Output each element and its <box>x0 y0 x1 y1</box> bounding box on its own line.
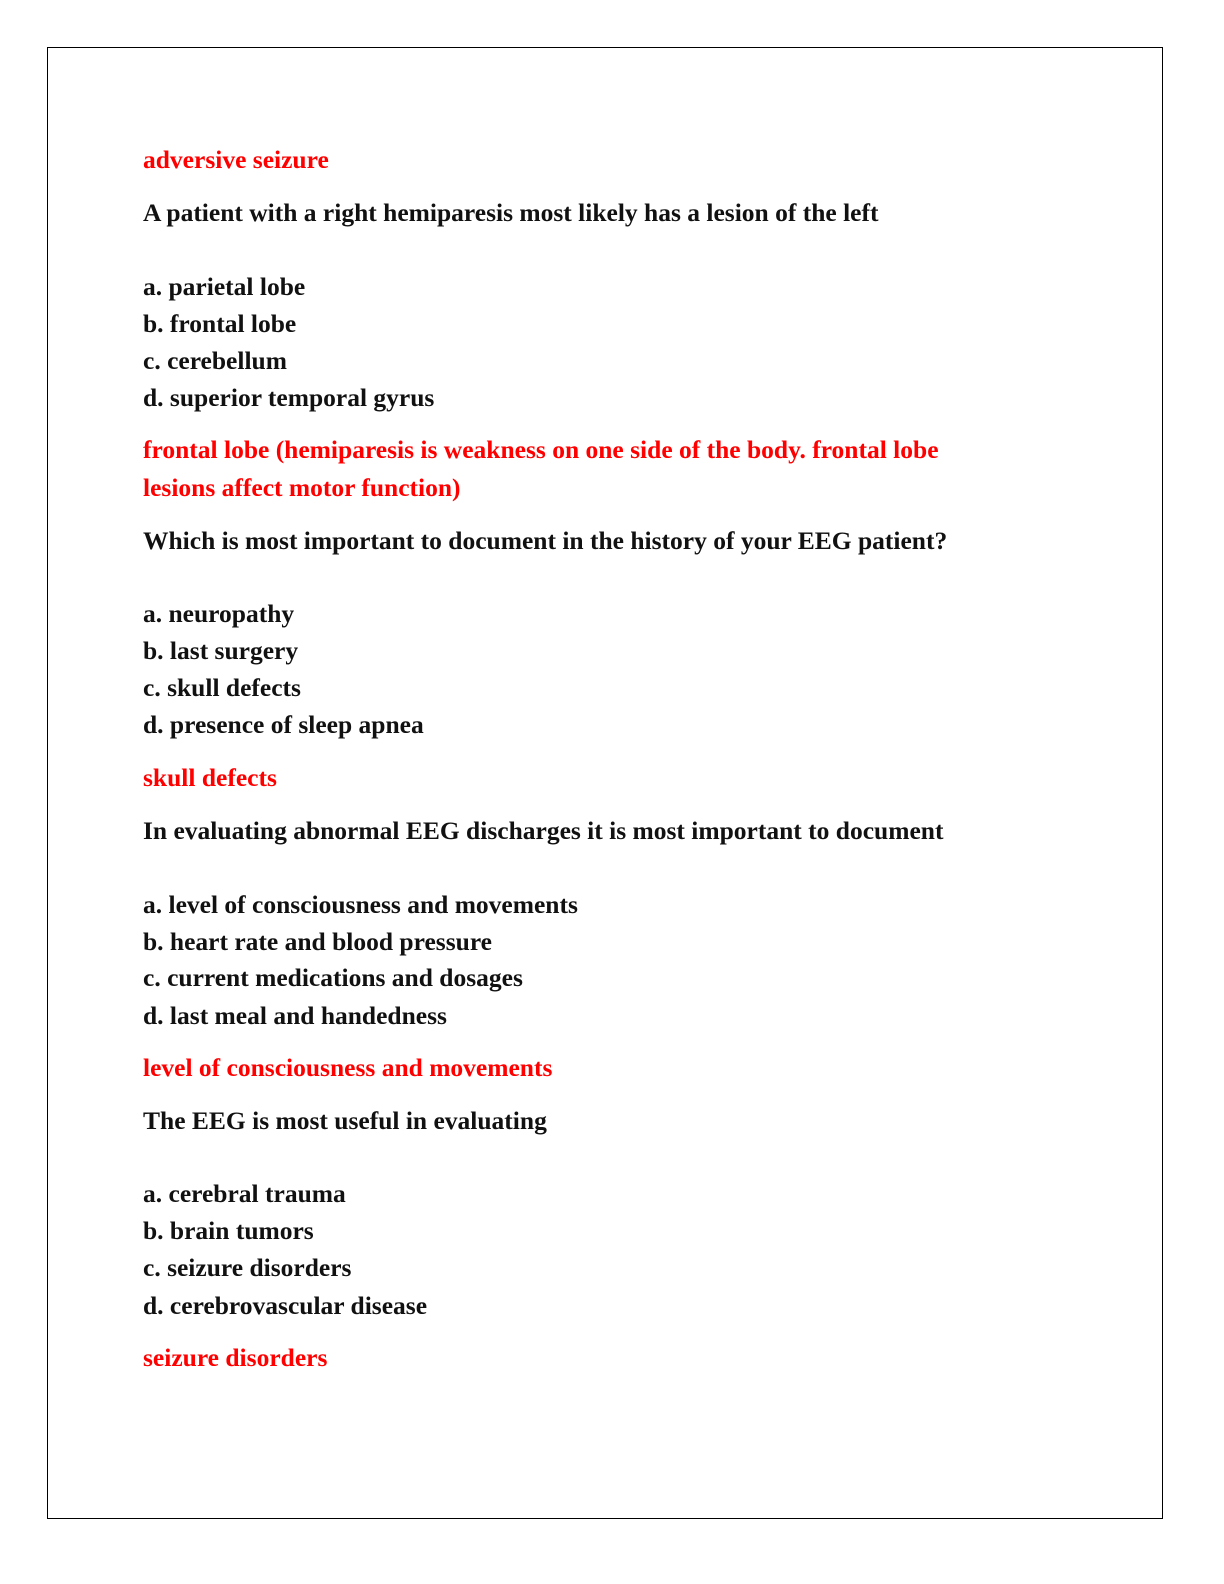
option-d: d. last meal and handedness <box>143 1001 447 1030</box>
option-b: b. brain tumors <box>143 1216 314 1245</box>
option-a: a. cerebral trauma <box>143 1179 346 1208</box>
option-b: b. last surgery <box>143 636 299 665</box>
question-text: Which is most important to document in the history of your EEG patient? <box>143 526 948 555</box>
option-b: b. frontal lobe <box>143 309 297 338</box>
option-b: b. heart rate and blood pressure <box>143 927 492 956</box>
option-c: c. seizure disorders <box>143 1253 352 1282</box>
option-d: d. superior temporal gyrus <box>143 383 435 412</box>
question-text: The EEG is most useful in evaluating <box>143 1106 547 1135</box>
question-text: In evaluating abnormal EEG discharges it is most important to document <box>143 816 944 845</box>
answer-text: frontal lobe (hemiparesis is weakness on one side of the body. frontal lobe <box>143 435 939 464</box>
option-c: c. cerebellum <box>143 346 287 375</box>
option-c: c. skull defects <box>143 673 301 702</box>
question-text: A patient with a right hemiparesis most likely has a lesion of the left <box>143 198 879 227</box>
option-a: a. parietal lobe <box>143 272 306 301</box>
option-c: c. current medications and dosages <box>143 963 523 992</box>
answer-text: level of consciousness and movements <box>143 1053 553 1082</box>
option-a: a. level of consciousness and movements <box>143 890 578 919</box>
option-d: d. presence of sleep apnea <box>143 710 424 739</box>
answer-text: adversive seizure <box>143 145 329 174</box>
answer-text: seizure disorders <box>143 1343 328 1372</box>
answer-text: lesions affect motor function) <box>143 473 461 502</box>
option-a: a. neuropathy <box>143 599 295 628</box>
option-d: d. cerebrovascular disease <box>143 1291 428 1320</box>
answer-text: skull defects <box>143 763 277 792</box>
